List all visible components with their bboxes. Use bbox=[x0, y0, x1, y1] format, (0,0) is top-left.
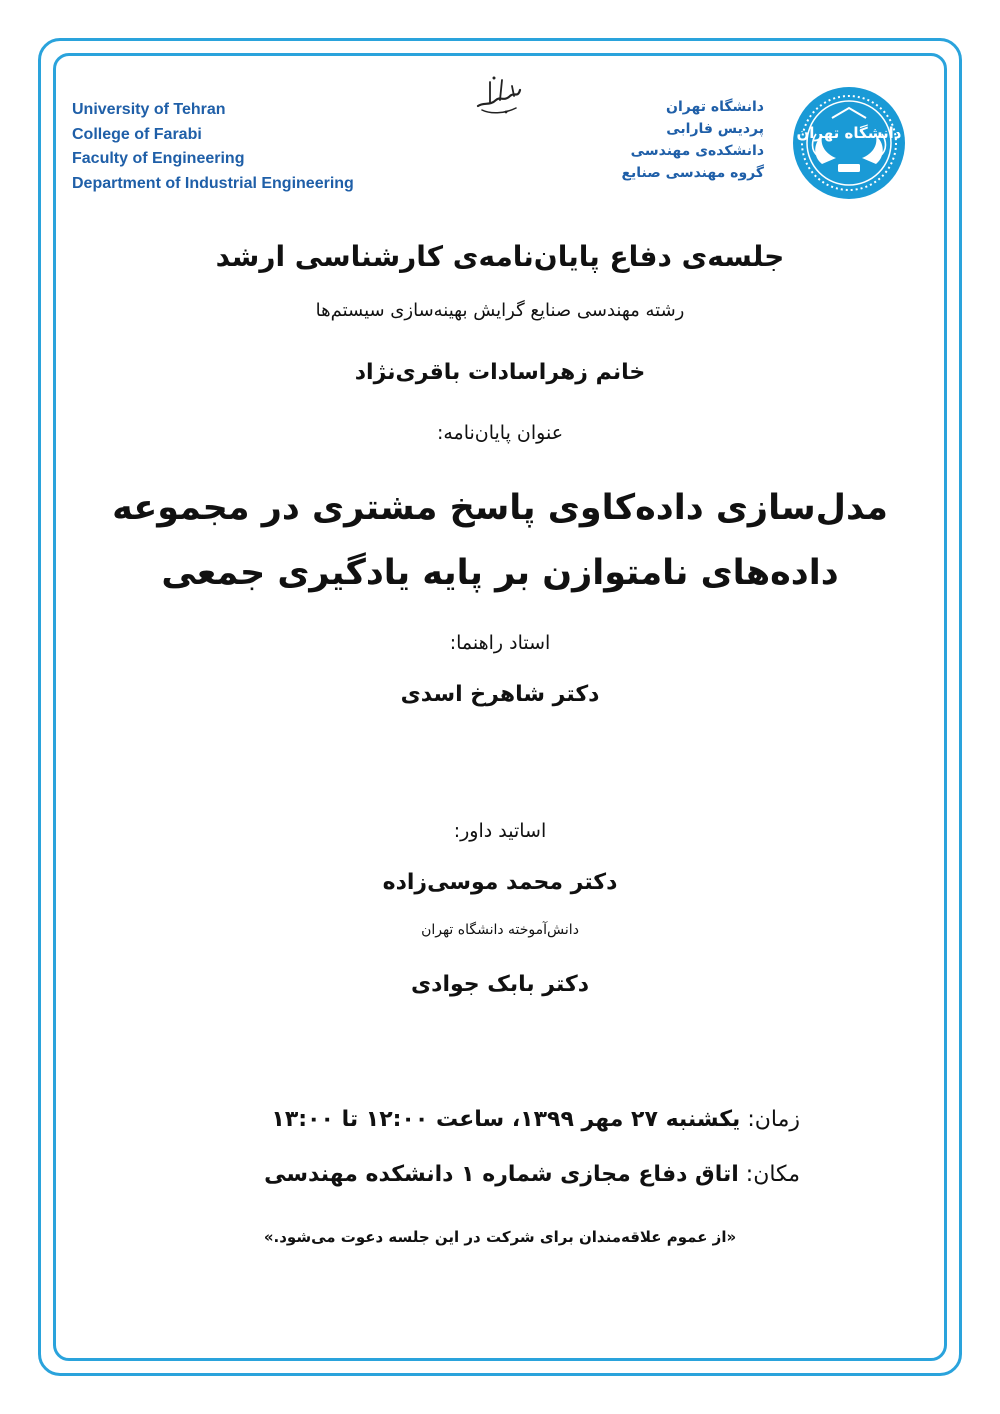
place-value: اتاق دفاع مجازی شماره ۱ دانشکده مهندسی bbox=[264, 1162, 739, 1187]
department-name-fa: گروه مهندسی صنایع bbox=[621, 165, 764, 181]
college-name-fa: پردیس فارابی bbox=[666, 121, 764, 137]
supervisor-name: دکتر شاهرخ اسدی bbox=[400, 682, 600, 707]
time-label: زمان: bbox=[747, 1107, 800, 1132]
college-name-en: College of Farabi bbox=[72, 125, 202, 143]
header-english bbox=[72, 98, 412, 196]
time-value: یکشنبه ۲۷ مهر ۱۳۹۹، ساعت ۱۲:۰۰ تا ۱۳:۰۰ bbox=[271, 1107, 741, 1132]
header-persian bbox=[564, 96, 764, 184]
invitation-note: «از عموم علاقه‌مندان برای شرکت در این جلسه دعوت می‌شود.» bbox=[263, 1228, 737, 1246]
faculty-name-en: Faculty of Engineering bbox=[72, 150, 245, 167]
faculty-name-fa: دانشکده‌ی مهندسی bbox=[630, 143, 764, 159]
basmala-calligraphy-icon bbox=[470, 72, 526, 118]
university-of-tehran-seal-icon bbox=[792, 86, 906, 200]
event-place bbox=[180, 1162, 800, 1187]
field-of-study: رشته مهندسی صنایع گرایش بهینه‌سازی سیستم‌ها bbox=[315, 300, 685, 321]
university-name-fa: دانشگاه تهران bbox=[666, 99, 764, 115]
thesis-title-line-2: داده‌های نامتوازن بر پایه یادگیری جمعی bbox=[161, 553, 839, 593]
referee-2-name: دکتر بابک جوادی bbox=[410, 972, 590, 997]
event-time bbox=[180, 1107, 800, 1132]
referees-label: اساتید داور: bbox=[453, 820, 547, 842]
thesis-title-line-1: مدل‌سازی داده‌کاوی پاسخ مشتری در مجموعه bbox=[112, 488, 888, 528]
event-title: جلسه‌ی دفاع پایان‌نامه‌ی کارشناسی ارشد bbox=[215, 240, 785, 273]
referee-1-affiliation: دانش‌آموخته دانشگاه تهران bbox=[421, 922, 579, 938]
student-name: خانم زهراسادات باقری‌نژاد bbox=[354, 360, 646, 385]
seal-text: دانشگاه تهران bbox=[796, 124, 902, 142]
place-label: مکان: bbox=[745, 1162, 800, 1187]
department-name-en: Department of Industrial Engineering bbox=[72, 174, 354, 192]
supervisor-label: استاد راهنما: bbox=[449, 632, 551, 654]
university-name-en: University of Tehran bbox=[72, 101, 226, 118]
thesis-title-label: عنوان پایان‌نامه: bbox=[436, 422, 564, 444]
referee-1-name: دکتر محمد موسی‌زاده bbox=[382, 870, 618, 895]
